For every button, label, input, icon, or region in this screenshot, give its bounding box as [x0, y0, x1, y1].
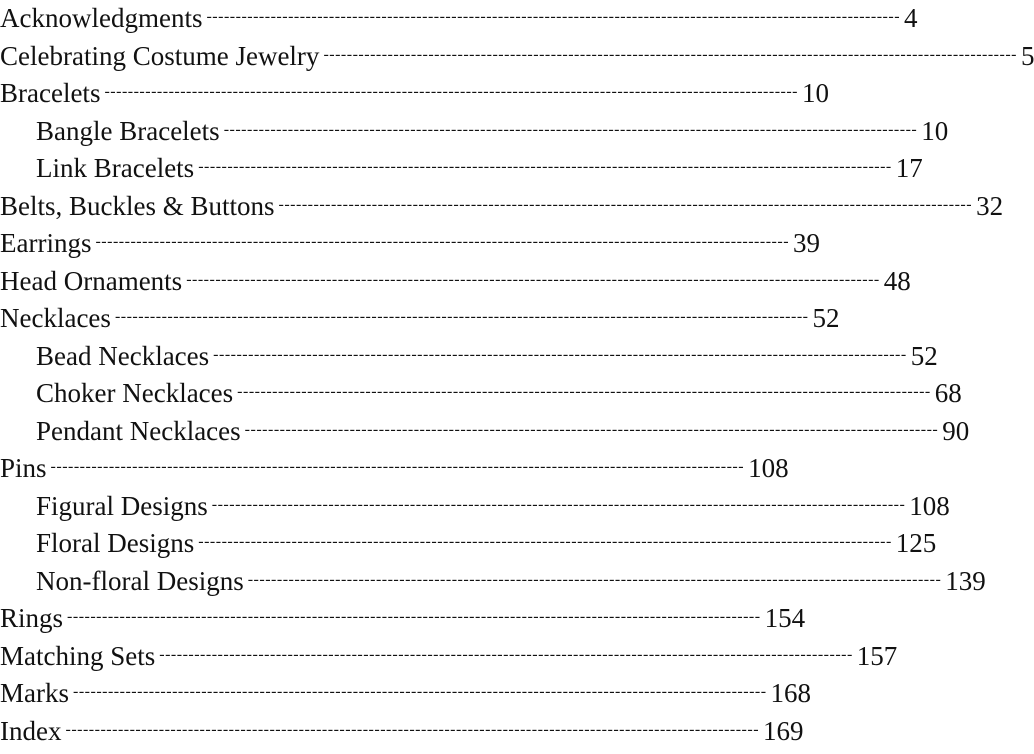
toc-entry-title: Floral Designs: [36, 528, 195, 558]
toc-entry-page: 157: [856, 641, 898, 671]
dot-leader: -----------------------------------------------------------------------------------------------------------------------: [73, 683, 767, 700]
toc-entry-page: 52: [910, 341, 938, 371]
toc-entry-page: 125: [895, 528, 937, 558]
toc-entry-page: 39: [793, 228, 821, 258]
dot-leader: -----------------------------------------------------------------------------------------------------------------------: [198, 158, 892, 175]
dot-leader: -----------------------------------------------------------------------------------------------------------------------: [211, 496, 906, 513]
dot-leader: -----------------------------------------------------------------------------------------------------------------------: [244, 421, 939, 438]
toc-entry[interactable]: [0, 713, 804, 750]
toc-subentry[interactable]: [0, 525, 937, 562]
toc-entry[interactable]: [0, 38, 1034, 75]
dot-leader: -----------------------------------------------------------------------------------------------------------------------: [223, 121, 918, 138]
toc-entry-page: 154: [764, 603, 806, 633]
dot-leader: -----------------------------------------------------------------------------------------------------------------------: [65, 721, 760, 738]
toc-entry[interactable]: [0, 225, 821, 262]
dot-leader: -----------------------------------------------------------------------------------------------------------------------: [247, 571, 942, 588]
toc-entry-title: Rings: [0, 603, 64, 633]
dot-leader: -----------------------------------------------------------------------------------------------------------------------: [237, 383, 931, 400]
toc-entry-page: 168: [770, 678, 812, 708]
toc-entry[interactable]: [0, 263, 911, 300]
toc-entry-title: Choker Necklaces: [36, 378, 234, 408]
toc-entry-title: Marks: [0, 678, 69, 708]
toc-entry[interactable]: [0, 638, 898, 675]
toc-entry-title: Necklaces: [0, 303, 111, 333]
dot-leader: -----------------------------------------------------------------------------------------------------------------------: [213, 346, 907, 363]
dot-leader: -----------------------------------------------------------------------------------------------------------------------: [95, 233, 790, 250]
dot-leader: -----------------------------------------------------------------------------------------------------------------------: [206, 8, 901, 25]
dot-leader: -----------------------------------------------------------------------------------------------------------------------: [67, 608, 761, 625]
toc-entry-page: 108: [909, 491, 950, 521]
toc-entry-page: 108: [748, 453, 789, 483]
toc-entry[interactable]: [0, 450, 789, 487]
dot-leader: -----------------------------------------------------------------------------------------------------------------------: [114, 308, 809, 325]
toc-entry-title: Pins: [0, 453, 47, 483]
toc-entry-title: Pendant Necklaces: [36, 416, 241, 446]
toc-entry-title: Acknowledgments: [0, 3, 203, 33]
toc-subentry[interactable]: [0, 563, 986, 600]
toc-entry[interactable]: [0, 300, 840, 337]
toc-subentry[interactable]: [0, 113, 949, 150]
toc-subentry[interactable]: [0, 488, 950, 525]
toc-entry-title: Figural Designs: [36, 491, 208, 521]
toc-entry-page: 5: [1020, 41, 1034, 71]
toc-entry-page: 4: [904, 3, 918, 33]
toc-subentry[interactable]: [0, 375, 962, 412]
toc-subentry[interactable]: [0, 338, 938, 375]
toc-entry-page: 169: [763, 716, 804, 746]
toc-entry-page: 90: [942, 416, 970, 446]
toc-entry-title: Matching Sets: [0, 641, 156, 671]
toc-entry[interactable]: [0, 75, 829, 112]
toc-entry-page: 52: [812, 303, 840, 333]
toc-entry-page: 48: [883, 266, 911, 296]
toc-entry-title: Bead Necklaces: [36, 341, 210, 371]
toc-entry-page: 17: [895, 153, 923, 183]
dot-leader: -----------------------------------------------------------------------------------------------------------------------: [186, 271, 880, 288]
toc-entry-page: 139: [945, 566, 986, 596]
toc-entry-title: Bangle Bracelets: [36, 116, 220, 146]
dot-leader: -----------------------------------------------------------------------------------------------------------------------: [323, 46, 1017, 63]
toc-entry-title: Link Bracelets: [36, 153, 195, 183]
dot-leader: -----------------------------------------------------------------------------------------------------------------------: [159, 646, 853, 663]
dot-leader: -----------------------------------------------------------------------------------------------------------------------: [278, 196, 973, 213]
toc-entry-title: Earrings: [0, 228, 92, 258]
toc-entry-page: 32: [976, 191, 1004, 221]
toc-entry-page: 68: [934, 378, 962, 408]
toc-entry[interactable]: [0, 0, 918, 37]
toc-entry-title: Bracelets: [0, 78, 101, 108]
toc-entry[interactable]: [0, 188, 1004, 225]
toc-entry-title: Celebrating Costume Jewelry: [0, 41, 320, 71]
dot-leader: -----------------------------------------------------------------------------------------------------------------------: [198, 533, 892, 550]
toc-entry-page: 10: [802, 78, 829, 108]
toc-entry-page: 10: [921, 116, 949, 146]
toc-subentry[interactable]: [0, 150, 923, 187]
toc-subentry[interactable]: [0, 413, 970, 450]
toc-entry[interactable]: [0, 600, 806, 637]
toc-entry-title: Non-floral Designs: [36, 566, 244, 596]
toc-entry-title: Index: [0, 716, 62, 746]
toc-entry[interactable]: [0, 675, 812, 712]
dot-leader: -----------------------------------------------------------------------------------------------------------------------: [104, 83, 798, 100]
dot-leader: -----------------------------------------------------------------------------------------------------------------------: [50, 458, 745, 475]
toc-entry-title: Head Ornaments: [0, 266, 183, 296]
toc-entry-title: Belts, Buckles & Buttons: [0, 191, 275, 221]
